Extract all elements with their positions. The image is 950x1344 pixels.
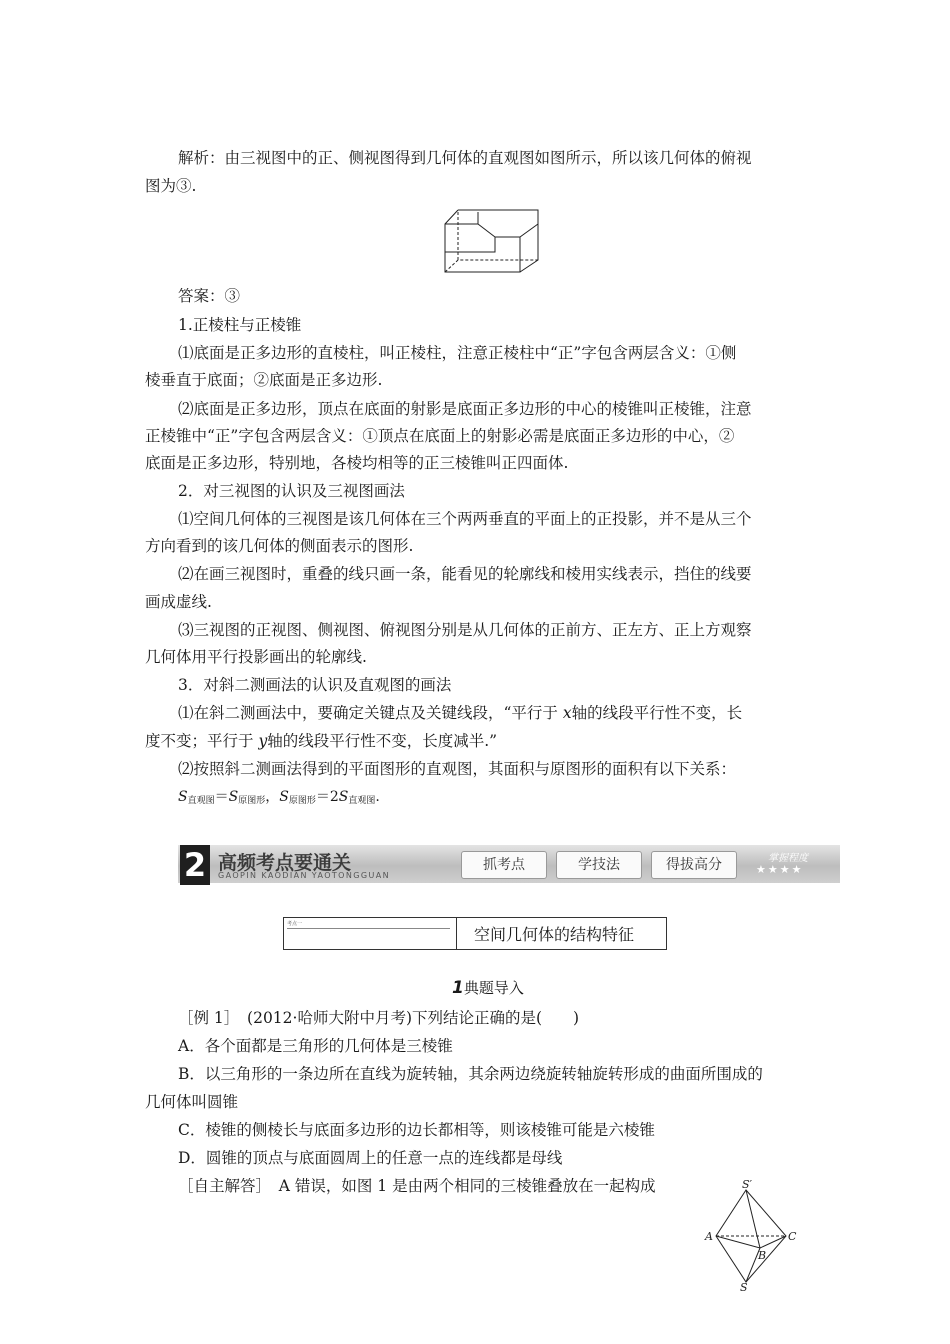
s3-p2-line-1: ⑵按照斜二测画法得到的平面图形的直观图，其面积与原图形的面积有以下关系：: [178, 760, 737, 778]
s3-p1-line-1: ⑴在斜二测画法中，要确定关键点及关键线段，“平行于 x轴的线段平行性不变，长: [178, 704, 743, 722]
analysis-line-1: 解析：由三视图中的正、侧视图得到几何体的直观图如图所示，所以该几何体的俯视: [178, 149, 752, 167]
banner-title: 高频考点要通关: [218, 852, 352, 874]
mastery-stars-icon: ★★★★: [756, 863, 804, 876]
section-subheading: 1典题导入: [452, 978, 524, 998]
self-answer: ［自主解答］ A 错误，如图 1 是由两个相同的三棱锥叠放在一起构成: [178, 1177, 656, 1195]
divider: [287, 928, 450, 929]
vertex-b: B: [758, 1249, 767, 1262]
vertex-a: A: [705, 1230, 713, 1243]
s1-p2-line-2: 正棱锥中“正”字包含两层含义：①顶点在底面上的射影必需是底面正多边形的中心，②: [145, 427, 735, 445]
s2-p1-line-1: ⑴空间几何体的三视图是该几何体在三个两两垂直的平面上的正投影，并不是从三个: [178, 510, 752, 528]
s3-p1-line-2: 度不变；平行于 y轴的线段平行性不变，长度减半.”: [145, 732, 498, 750]
vertex-s-prime: S′: [742, 1180, 753, 1191]
vertex-c: C: [788, 1230, 797, 1243]
s2-p3-line-1: ⑶三视图的正视图、侧视图、俯视图分别是从几何体的正前方、正左方、正上方观察: [178, 621, 752, 639]
s2-p2-line-2: 画成虚线.: [145, 593, 212, 611]
learn-techniques-button[interactable]: 学技法: [556, 851, 642, 879]
knowledge-point-label-cell: [284, 918, 457, 949]
s1-p2-line-3: 底面是正多边形，特别地，各棱均相等的正三棱锥叫正四面体.: [145, 454, 569, 472]
solid-figure: [440, 204, 542, 278]
s1-p1-line-1: ⑴底面是正多边形的直棱柱，叫正棱柱，注意正棱柱中“正”字包含两层含义：①侧: [178, 344, 737, 362]
knowledge-point-tag: 考点一: [287, 921, 303, 927]
area-formula: $S_{直观图}=S_{原图形}$，$S_{原图形}=2S_{直观图}$.: [178, 789, 380, 806]
s1-p1-line-2: 棱垂直于底面；②底面是正多边形.: [145, 371, 383, 389]
mastery-label: 掌握程度: [768, 853, 808, 864]
section-banner: [178, 845, 840, 885]
knowledge-point-title: 空间几何体的结构特征: [474, 925, 635, 944]
s2-p1-line-2: 方向看到的该几何体的侧面表示的图形.: [145, 537, 414, 555]
vertex-s: S: [740, 1281, 748, 1292]
option-b-line-1: B．以三角形的一条边所在直线为旋转轴，其余两边绕旋转轴旋转形成的曲面所围成的: [178, 1065, 763, 1083]
banner-pinyin: GAOPIN KAODIAN YAOTONGGUAN: [218, 871, 390, 880]
s2-title: 2．对三视图的认识及三视图画法: [178, 482, 405, 500]
knowledge-point-box: [283, 917, 667, 950]
banner-number: 2: [180, 845, 210, 885]
high-score-button[interactable]: 得拔高分: [651, 851, 737, 879]
s1-title: 1.正棱柱与正棱锥: [178, 316, 302, 334]
s2-p2-line-1: ⑵在画三视图时，重叠的线只画一条，能看见的轮廓线和棱用实线表示，挡住的线要: [178, 565, 752, 583]
s3-title: 3．对斜二测画法的认识及直观图的画法: [178, 676, 452, 694]
answer: 答案：③: [178, 287, 241, 305]
bipyramid-figure: [700, 1180, 810, 1292]
s2-p3-line-2: 几何体用平行投影画出的轮廓线.: [145, 648, 367, 666]
option-d: D．圆锥的顶点与底面圆周上的任意一点的连线都是母线: [178, 1149, 563, 1167]
analysis-line-2: 图为③.: [145, 177, 197, 195]
example-stem: ［例 1］ (2012·哈师大附中月考)下列结论正确的是( ): [178, 1009, 580, 1027]
option-b-line-2: 几何体叫圆锥: [145, 1093, 239, 1111]
grasp-points-button[interactable]: 抓考点: [461, 851, 547, 879]
option-c: C．棱锥的侧棱长与底面多边形的边长都相等，则该棱锥可能是六棱锥: [178, 1121, 655, 1139]
option-a: A．各个面都是三角形的几何体是三棱锥: [178, 1037, 453, 1055]
s1-p2-line-1: ⑵底面是正多边形，顶点在底面的射影是底面正多边形的中心的棱锥叫正棱锥，注意: [178, 400, 752, 418]
